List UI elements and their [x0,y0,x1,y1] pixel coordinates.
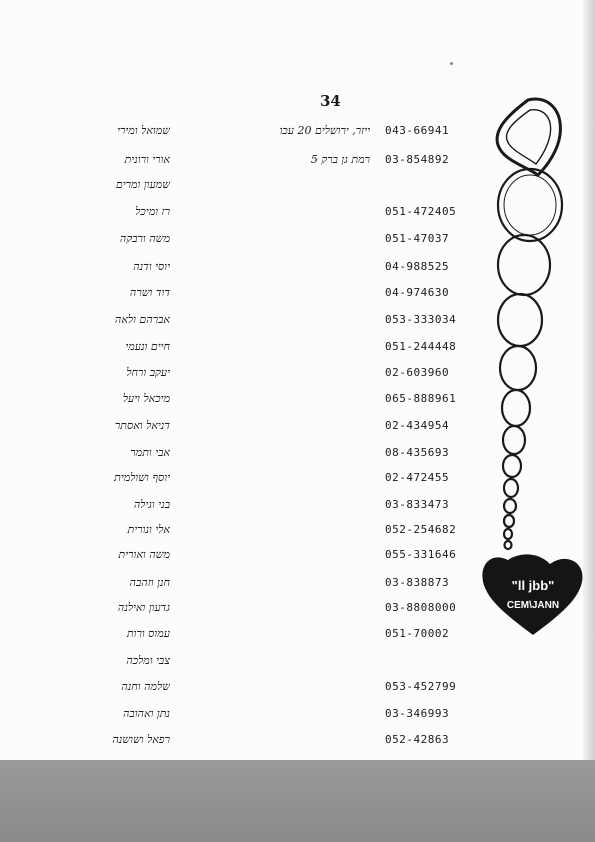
contact-entry [70,498,480,518]
contact-phone: 052-254682 [385,523,457,536]
contact-phone: 053-452799 [385,680,457,693]
contact-name: צבי ומלכה [126,654,170,667]
contact-phone: 055-331646 [385,548,457,561]
chain-link-4 [500,346,536,390]
chain-link-5 [502,390,530,426]
contact-entry [70,446,480,466]
badge-line-2: CEM\JANN [506,600,560,611]
chain-link-1 [498,169,562,241]
contact-name: נתן ואהובה [122,707,170,720]
contact-entry [70,523,480,543]
contact-entry [70,654,480,674]
contact-name: עמוס ורות [126,627,170,640]
contact-phone: 03-833473 [385,498,450,511]
contact-entry [70,286,480,306]
heart-tag-icon [482,554,582,635]
contact-phone: 02-603960 [385,366,450,379]
contact-entry [70,313,480,333]
contact-name: בני וגילה [133,498,170,511]
chain-link-2 [498,235,550,295]
contact-name: חנן וזהבה [129,576,170,589]
chain-link-12 [505,541,512,549]
contact-entry [70,340,480,360]
contact-entry [70,548,480,568]
contact-phone: 043-66941 [385,124,450,137]
contact-name: דוד ושרה [129,286,170,299]
contact-name: מיכאל ויעל [122,392,170,405]
contact-phone: 051-244448 [385,340,457,353]
contact-name: דניאל ואסתר [114,419,170,432]
chain-link-8 [504,479,518,497]
contact-entry [70,260,480,280]
contact-phone: 03-838873 [385,576,450,589]
contact-phone: 02-434954 [385,419,450,432]
contact-phone: 02-472455 [385,471,450,484]
contact-phone: 03-854892 [385,153,450,166]
contact-entry [70,627,480,647]
contact-phone: 053-333034 [385,313,457,326]
contact-phone: 04-974630 [385,286,450,299]
contact-name: משה ואורית [118,548,170,561]
contact-name: יוסף ושולמית [114,471,170,484]
contact-entry [70,471,480,491]
contact-entry [70,707,480,727]
contact-name: רפאל ושושנה [112,733,170,746]
scanner-bed-margin [0,760,595,842]
contact-entry [70,419,480,439]
contact-phone: 03-8808000 [385,601,457,614]
contact-entry [70,601,480,621]
contact-entry [70,232,480,252]
contact-phone: 04-988525 [385,260,450,273]
heart-link-inner [507,110,551,164]
contact-entry [70,366,480,386]
contact-entry [70,124,480,144]
contact-name: אבי ותמר [130,446,170,459]
chain-link-7 [503,455,521,477]
contact-entry [70,392,480,412]
contact-phone: 051-472405 [385,205,457,218]
chain-link-10 [504,515,514,527]
chain-illustration [478,90,588,650]
contact-entry [70,205,480,225]
chain-link-9 [504,499,516,513]
contact-name: שמעון ומרים [115,178,170,191]
contact-address: רמת גן ברק 5 [310,153,370,166]
contact-phone: 065-888961 [385,392,457,405]
contact-phone: 052-42863 [385,733,450,746]
contact-name: אלי ונורית [127,523,170,536]
chain-link-3 [498,294,542,346]
contact-name: אברהם ולאה [114,313,170,326]
contact-phone: 08-435693 [385,446,450,459]
contact-name: יעקב ורחל [126,366,170,379]
contact-name: אורי ורונית [124,153,170,166]
contact-entry [70,178,480,198]
chain-link-11 [504,529,512,539]
contact-entry [70,680,480,700]
contact-name: חיים ונעמי [125,340,170,353]
contact-phone: 03-346993 [385,707,450,720]
chain-links [497,99,562,549]
contact-name: רז ומיכל [135,205,170,218]
chain-link-6 [503,426,525,454]
contact-address: ייזר, ירושלים 20 עכו [279,124,370,137]
contact-entry [70,576,480,596]
contact-name: יוסי ודנה [133,260,170,273]
contact-entry [70,153,480,173]
chain-link-1-inner [504,175,556,235]
contact-name: שלמה וחנה [121,680,170,693]
contact-phone: 051-47037 [385,232,450,245]
contact-name: משה ורבקה [119,232,170,245]
badge-line-1: "ll jbb" [511,578,555,593]
contact-entry [70,733,480,753]
page-number: 34 [320,92,341,110]
contact-name: גדעון ואילנה [117,601,170,614]
contact-phone: 051-70002 [385,627,450,640]
contact-name: שמואל ומירי [117,124,170,137]
heart-tag [482,554,582,635]
